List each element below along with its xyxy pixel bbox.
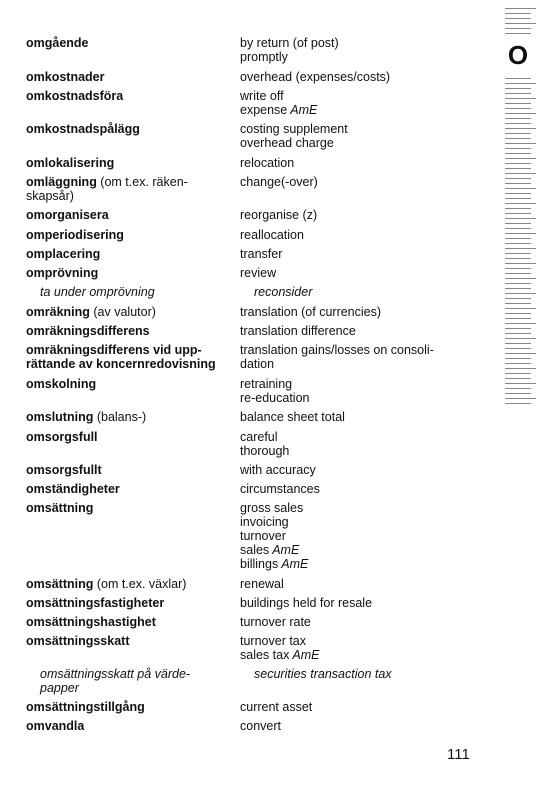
translation: turnover rate	[240, 615, 311, 629]
thumb-stripe	[505, 83, 536, 84]
translation: current asset	[240, 700, 313, 714]
thumb-stripe	[505, 98, 536, 99]
headword: omständigheter	[26, 482, 120, 496]
thumb-stripe	[505, 298, 531, 299]
headword: omsättning	[26, 501, 94, 515]
translation: retraining re-education	[240, 377, 310, 405]
thumb-stripe	[505, 398, 536, 399]
headword: omräkningsdifferens	[26, 324, 150, 338]
thumb-stripe	[505, 153, 531, 154]
thumb-stripe	[505, 88, 531, 89]
thumb-stripe	[505, 233, 536, 234]
thumb-stripe	[505, 123, 531, 124]
translation: overhead (expenses/costs)	[240, 70, 391, 84]
thumb-stripe	[505, 348, 531, 349]
translation: reorganise (z)	[240, 208, 318, 222]
thumb-stripe	[505, 13, 531, 14]
thumb-stripe	[505, 133, 531, 134]
thumb-stripe	[505, 363, 531, 364]
thumb-stripe	[505, 293, 536, 294]
thumb-stripe	[505, 393, 531, 394]
translation: careful thorough	[240, 430, 290, 458]
example-phrase: omsättningsskatt på värde- papper	[40, 667, 191, 695]
thumb-stripe	[505, 403, 531, 404]
thumb-stripe	[505, 113, 536, 114]
headword: omsättningsskatt	[26, 634, 130, 648]
ame-label: AmE	[287, 103, 318, 117]
thumb-stripe	[505, 288, 531, 289]
thumb-stripe	[505, 323, 536, 324]
thumb-stripe	[505, 198, 531, 199]
headword: omsättningshastighet	[26, 615, 156, 629]
thumb-stripe	[505, 308, 536, 309]
ame-label: AmE	[269, 543, 300, 557]
thumb-stripe	[505, 218, 536, 219]
translation: transfer	[240, 247, 283, 261]
thumb-stripe	[505, 258, 531, 259]
headword: omvandla	[26, 719, 85, 733]
thumb-stripe	[505, 353, 536, 354]
thumb-stripe	[505, 373, 531, 374]
thumb-stripe	[505, 183, 531, 184]
headword: omprövning	[26, 266, 99, 280]
thumb-stripe	[505, 333, 531, 334]
thumb-stripe	[505, 173, 536, 174]
headword: omlokalisering	[26, 156, 115, 170]
thumb-stripe	[505, 158, 536, 159]
thumb-stripe	[505, 243, 531, 244]
thumb-stripe	[505, 103, 531, 104]
thumb-stripe	[505, 338, 536, 339]
thumb-stripe	[505, 273, 531, 274]
headword: omkostnadsföra	[26, 89, 124, 103]
thumb-stripe	[505, 223, 531, 224]
thumb-stripe	[505, 108, 531, 109]
translation: buildings held for resale	[240, 596, 373, 610]
thumb-stripe	[505, 213, 531, 214]
thumb-stripe	[505, 238, 531, 239]
thumb-stripe	[505, 23, 536, 24]
thumb-stripe	[505, 343, 531, 344]
translation: translation (of currencies)	[240, 305, 382, 319]
translation: relocation	[240, 156, 295, 170]
headword: omorganisera	[26, 208, 109, 222]
thumb-stripe	[505, 128, 536, 129]
thumb-stripe	[505, 378, 531, 379]
headword: omgående	[26, 36, 89, 50]
headword: omskolning	[26, 377, 97, 391]
thumb-stripe	[505, 33, 531, 34]
thumb-stripe	[505, 138, 531, 139]
headword: omperiodisering	[26, 228, 124, 242]
thumb-stripe	[505, 328, 531, 329]
thumb-index-letter: O	[505, 38, 531, 72]
thumb-stripe	[505, 193, 531, 194]
translation: write off expense AmE	[240, 89, 318, 117]
headword: omplacering	[26, 247, 101, 261]
thumb-stripe	[505, 148, 531, 149]
translation: turnover tax sales tax AmE	[240, 634, 320, 662]
translation: review	[240, 266, 277, 280]
thumb-stripe	[505, 283, 531, 284]
headword: omkostnader	[26, 70, 105, 84]
thumb-stripe	[505, 188, 536, 189]
translation: securities transaction tax	[254, 667, 392, 681]
thumb-stripe	[505, 208, 531, 209]
thumb-stripe	[505, 163, 531, 164]
translation: balance sheet total	[240, 410, 345, 424]
thumb-stripe	[505, 318, 531, 319]
headword: omläggning (om t.ex. räken- skapsår)	[26, 175, 188, 203]
translation: change(-over)	[240, 175, 318, 189]
example-phrase: ta under omprövning	[40, 285, 155, 299]
thumb-stripe	[505, 178, 531, 179]
translation: gross sales invoicing turnover sales AmE billings AmE	[240, 501, 309, 571]
thumb-stripe	[505, 143, 536, 144]
thumb-stripe	[505, 268, 531, 269]
translation: circumstances	[240, 482, 320, 496]
thumb-stripe	[505, 303, 531, 304]
headword: omsorgsfull	[26, 430, 98, 444]
headword: omräkningsdifferens vid upp- rättande av koncernredovisning	[26, 343, 216, 371]
headword: omkostnadspålägg	[26, 122, 140, 136]
ame-label: AmE	[289, 648, 320, 662]
translation: renewal	[240, 577, 284, 591]
thumb-stripe	[505, 253, 531, 254]
thumb-stripe	[505, 263, 536, 264]
ame-label: AmE	[278, 557, 309, 571]
headword: omräkning (av valutor)	[26, 305, 156, 319]
thumb-stripe	[505, 118, 531, 119]
headword: omsorgsfullt	[26, 463, 102, 477]
translation: reallocation	[240, 228, 304, 242]
thumb-stripe	[505, 358, 531, 359]
thumb-index-tab	[505, 0, 536, 410]
thumb-stripe	[505, 278, 536, 279]
thumb-stripe	[505, 18, 531, 19]
translation: costing supplement overhead charge	[240, 122, 348, 150]
headword: omsättningstillgång	[26, 700, 145, 714]
headword: omsättning (om t.ex. växlar)	[26, 577, 187, 591]
thumb-stripe	[505, 203, 536, 204]
headword: omsättningsfastigheter	[26, 596, 165, 610]
headword: omslutning (balans-)	[26, 410, 147, 424]
thumb-stripe	[505, 168, 531, 169]
translation: convert	[240, 719, 281, 733]
thumb-stripe	[505, 93, 531, 94]
translation: by return (of post) promptly	[240, 36, 339, 64]
translation: translation difference	[240, 324, 356, 338]
thumb-stripe	[505, 388, 531, 389]
thumb-stripe	[505, 248, 536, 249]
thumb-stripe	[505, 228, 531, 229]
thumb-stripe	[505, 313, 531, 314]
translation: translation gains/losses on consoli- dation	[240, 343, 434, 371]
thumb-stripe	[505, 383, 536, 384]
translation: reconsider	[254, 285, 313, 299]
page-number: 111	[447, 746, 470, 763]
thumb-stripe	[505, 8, 536, 9]
thumb-stripe	[505, 78, 531, 79]
thumb-stripe	[505, 368, 536, 369]
thumb-stripe	[505, 28, 531, 29]
translation: with accuracy	[240, 463, 316, 477]
